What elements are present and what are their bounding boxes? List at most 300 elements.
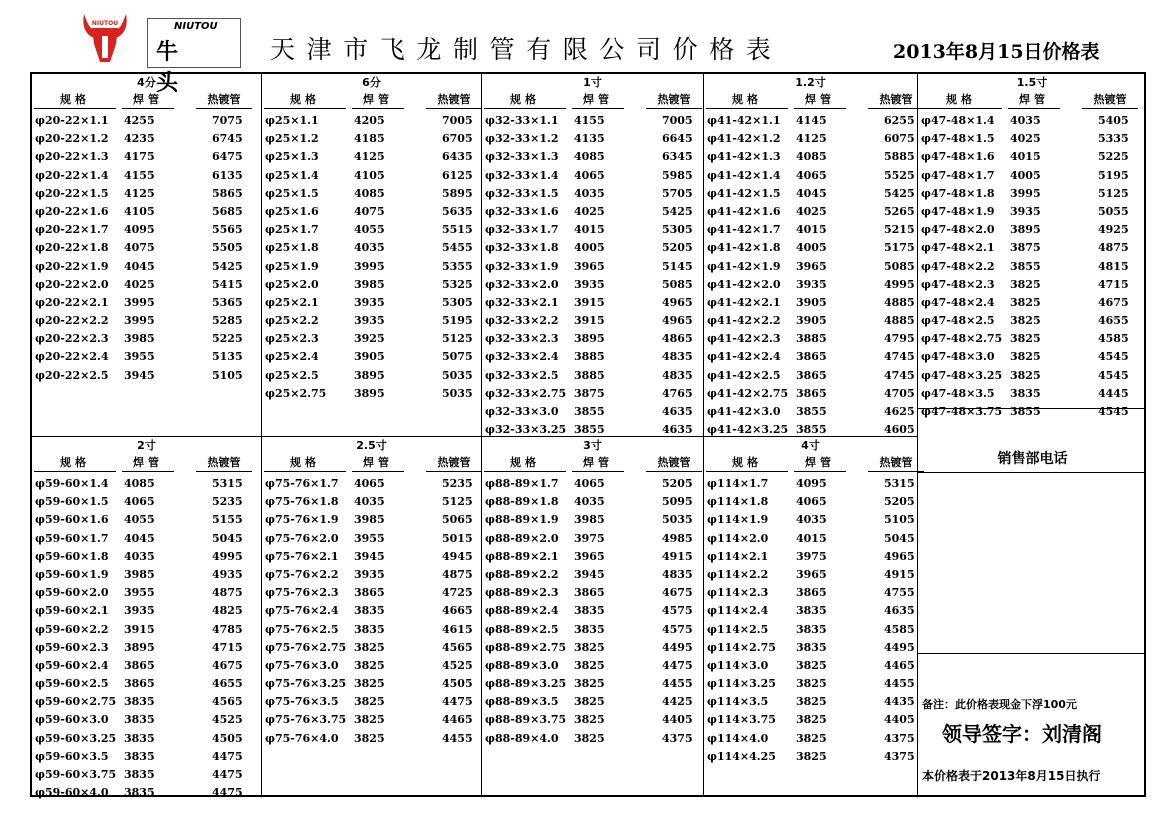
price-sheet: [30, 72, 1146, 800]
galv-price-cell: 4455: [442, 731, 473, 745]
spec-cell: φ114×1.7: [707, 477, 769, 490]
weld-price-cell: 3865: [796, 368, 827, 382]
weld-price-cell: 3835: [124, 749, 155, 763]
table-row: [262, 114, 481, 132]
table-row: [262, 586, 481, 604]
col-galv: 热镀管: [196, 91, 252, 109]
galv-price-cell: 4995: [884, 277, 915, 291]
spec-cell: φ32-33×2.75: [485, 386, 567, 400]
spec-cell: φ20-22×1.8: [35, 241, 109, 255]
table-row: [32, 732, 261, 750]
table-row: [482, 260, 703, 278]
table-row: [918, 241, 1146, 259]
weld-price-cell: 3995: [354, 259, 385, 273]
weld-price-cell: 3835: [124, 695, 155, 709]
section-3cun: [482, 437, 703, 795]
weld-price-cell: 4005: [574, 241, 605, 255]
galv-price-cell: 5085: [884, 259, 915, 273]
spec-cell: φ88-89×1.9: [485, 513, 559, 527]
spec-cell: φ75-76×2.4: [265, 604, 339, 618]
price-rows: [32, 114, 261, 387]
weld-price-cell: 4125: [124, 186, 155, 200]
spec-cell: φ25×2.4: [265, 350, 319, 364]
galv-price-cell: 4405: [662, 713, 693, 727]
weld-price-cell: 4125: [354, 150, 385, 164]
spec-cell: φ20-22×1.2: [35, 132, 109, 146]
galv-price-cell: 5895: [442, 186, 473, 200]
galv-price-cell: 5065: [442, 513, 473, 527]
table-row: [918, 169, 1146, 187]
galv-price-cell: 4435: [884, 695, 915, 709]
table-row: [482, 296, 703, 314]
weld-price-cell: 3915: [574, 295, 605, 309]
table-row: [704, 114, 917, 132]
spec-cell: φ41-42×2.4: [707, 350, 781, 364]
galv-price-cell: 6135: [212, 168, 243, 182]
spec-cell: φ32-33×3.25: [485, 423, 567, 437]
weld-price-cell: 3835: [124, 768, 155, 781]
spec-cell: φ47-48×3.0: [921, 350, 995, 364]
weld-price-cell: 3865: [796, 386, 827, 400]
spec-cell: φ20-22×1.1: [35, 114, 109, 127]
galv-price-cell: 5175: [884, 241, 915, 255]
weld-price-cell: 3835: [796, 622, 827, 636]
col-galv: 热镀管: [426, 454, 482, 472]
table-row: [482, 659, 703, 677]
table-row: [482, 550, 703, 568]
weld-price-cell: 3975: [796, 549, 827, 563]
table-row: [918, 405, 1146, 423]
weld-price-cell: 4235: [124, 132, 155, 146]
spec-cell: φ75-76×3.25: [265, 677, 347, 691]
table-row: [482, 568, 703, 586]
spec-cell: φ88-89×2.2: [485, 567, 559, 581]
weld-price-cell: 3955: [124, 350, 155, 364]
table-row: [262, 477, 481, 495]
table-row: [704, 241, 917, 259]
table-row: [482, 278, 703, 296]
table-row: [32, 477, 261, 495]
weld-price-cell: 4045: [124, 531, 155, 545]
table-row: [704, 405, 917, 423]
weld-price-cell: 4005: [796, 241, 827, 255]
spec-cell: φ59-60×3.0: [35, 713, 109, 727]
galv-price-cell: 4965: [662, 314, 693, 328]
col-weld: 焊管: [794, 91, 846, 109]
table-row: [262, 659, 481, 677]
table-row: [32, 750, 261, 768]
spec-cell: φ32-33×1.1: [485, 114, 559, 127]
weld-price-cell: 4025: [124, 277, 155, 291]
table-row: [262, 513, 481, 531]
spec-cell: φ20-22×1.3: [35, 150, 109, 164]
table-row: [482, 314, 703, 332]
spec-cell: φ75-76×1.7: [265, 477, 339, 490]
spec-cell: φ88-89×2.5: [485, 622, 559, 636]
weld-price-cell: 4025: [796, 204, 827, 218]
spec-cell: φ25×1.1: [265, 114, 319, 127]
spec-cell: φ59-60×2.75: [35, 695, 117, 709]
galv-price-cell: 5335: [1098, 132, 1129, 146]
weld-price-cell: 3855: [574, 423, 605, 437]
galv-price-cell: 5425: [662, 204, 693, 218]
spec-cell: φ32-33×2.0: [485, 277, 559, 291]
col-galv: 热镀管: [868, 91, 924, 109]
weld-price-cell: 4255: [124, 114, 155, 127]
table-row: [482, 641, 703, 659]
weld-price-cell: 3865: [574, 586, 605, 600]
spec-cell: φ75-76×2.0: [265, 531, 339, 545]
spec-cell: φ59-60×1.4: [35, 477, 109, 490]
spec-cell: φ114×1.9: [707, 513, 769, 527]
weld-price-cell: 4085: [354, 186, 385, 200]
spec-cell: φ59-60×2.0: [35, 586, 109, 600]
galv-price-cell: 7075: [212, 114, 243, 127]
spec-cell: φ114×2.75: [707, 640, 776, 654]
weld-price-cell: 4065: [796, 495, 827, 509]
weld-price-cell: 3825: [796, 749, 827, 763]
table-row: [32, 223, 261, 241]
spec-cell: φ47-48×2.5: [921, 314, 995, 328]
price-rows: [918, 114, 1146, 423]
table-row: [262, 695, 481, 713]
spec-cell: φ59-60×1.7: [35, 531, 109, 545]
table-row: [704, 187, 917, 205]
weld-price-cell: 4015: [1010, 150, 1041, 164]
spec-cell: φ47-48×3.5: [921, 386, 995, 400]
galv-price-cell: 5215: [884, 223, 915, 237]
weld-price-cell: 3825: [1010, 350, 1041, 364]
galv-price-cell: 5565: [212, 223, 243, 237]
galv-price-cell: 4525: [442, 658, 473, 672]
galv-price-cell: 5425: [212, 259, 243, 273]
galv-price-cell: 4715: [212, 640, 243, 654]
col-weld: 焊管: [122, 454, 174, 472]
weld-price-cell: 3855: [796, 423, 827, 437]
spec-cell: φ41-42×1.8: [707, 241, 781, 255]
galv-price-cell: 5265: [884, 204, 915, 218]
price-rows: [704, 477, 917, 768]
weld-price-cell: 4065: [574, 477, 605, 490]
spec-cell: φ32-33×2.5: [485, 368, 559, 382]
table-row: [262, 677, 481, 695]
weld-price-cell: 3905: [796, 295, 827, 309]
table-row: [704, 223, 917, 241]
weld-price-cell: 3825: [1010, 332, 1041, 346]
spec-cell: φ25×2.1: [265, 295, 319, 309]
weld-price-cell: 3925: [354, 332, 385, 346]
table-row: [704, 586, 917, 604]
spec-cell: φ32-33×1.7: [485, 223, 559, 237]
table-row: [704, 495, 917, 513]
galv-price-cell: 5105: [884, 513, 915, 527]
spec-cell: φ25×1.3: [265, 150, 319, 164]
galv-price-cell: 5125: [1098, 186, 1129, 200]
table-row: [32, 350, 261, 368]
galv-price-cell: 5045: [884, 531, 915, 545]
galv-price-cell: 4875: [212, 586, 243, 600]
weld-price-cell: 3945: [574, 567, 605, 581]
table-row: [32, 260, 261, 278]
galv-price-cell: 6345: [662, 150, 693, 164]
weld-price-cell: 4155: [124, 168, 155, 182]
spec-cell: φ88-89×2.3: [485, 586, 559, 600]
weld-price-cell: 4035: [124, 549, 155, 563]
weld-price-cell: 4065: [124, 495, 155, 509]
weld-price-cell: 3935: [354, 567, 385, 581]
table-row: [32, 513, 261, 531]
table-row: [32, 187, 261, 205]
table-row: [482, 350, 703, 368]
spec-cell: φ41-42×1.6: [707, 204, 781, 218]
section-2cun: [32, 437, 261, 800]
weld-price-cell: 4015: [574, 223, 605, 237]
spec-cell: φ41-42×1.2: [707, 132, 781, 146]
table-row: [482, 132, 703, 150]
galv-price-cell: 4875: [442, 567, 473, 581]
spec-cell: φ114×2.0: [707, 531, 769, 545]
weld-price-cell: 4075: [124, 241, 155, 255]
table-row: [704, 205, 917, 223]
spec-cell: φ25×1.9: [265, 259, 319, 273]
table-row: [704, 513, 917, 531]
table-row: [482, 677, 703, 695]
company-title: 天津市飞龙制管有限公司价格表: [270, 35, 783, 64]
brand-chinese: 牛 头: [156, 40, 205, 96]
spec-cell: φ32-33×2.4: [485, 350, 559, 364]
spec-cell: φ41-42×1.3: [707, 150, 781, 164]
spec-cell: φ41-42×1.7: [707, 223, 781, 237]
weld-price-cell: 3825: [796, 731, 827, 745]
galv-price-cell: 5095: [662, 495, 693, 509]
spec-cell: φ32-33×1.3: [485, 150, 559, 164]
galv-price-cell: 4575: [662, 604, 693, 618]
col-galv: 热镀管: [196, 454, 252, 472]
galv-price-cell: 4495: [662, 640, 693, 654]
table-row: [918, 187, 1146, 205]
spec-cell: φ20-22×2.3: [35, 332, 109, 346]
table-row: [262, 350, 481, 368]
galv-price-cell: 5055: [1098, 204, 1129, 218]
col-spec: 规格: [706, 91, 788, 109]
weld-price-cell: 3835: [354, 622, 385, 636]
table-row: [918, 296, 1146, 314]
table-row: [918, 150, 1146, 168]
galv-price-cell: 5635: [442, 204, 473, 218]
table-row: [482, 332, 703, 350]
table-row: [918, 278, 1146, 296]
galv-price-cell: 4545: [1098, 350, 1129, 364]
weld-price-cell: 3825: [354, 677, 385, 691]
galv-price-cell: 4755: [884, 586, 915, 600]
weld-price-cell: 3825: [796, 658, 827, 672]
divider: [917, 472, 1146, 473]
table-row: [918, 314, 1146, 332]
weld-price-cell: 3955: [354, 531, 385, 545]
galv-price-cell: 5225: [212, 332, 243, 346]
section-1-5cun: [918, 74, 1146, 418]
section-title: 1.5寸: [1016, 76, 1048, 89]
galv-price-cell: 5235: [442, 477, 473, 490]
galv-price-cell: 4655: [1098, 314, 1129, 328]
spec-cell: φ47-48×2.0: [921, 223, 995, 237]
spec-cell: φ20-22×2.2: [35, 314, 109, 328]
col-weld: 焊管: [352, 454, 404, 472]
weld-price-cell: 4125: [796, 132, 827, 146]
spec-cell: φ32-33×3.0: [485, 405, 559, 418]
weld-price-cell: 3885: [574, 368, 605, 382]
galv-price-cell: 5425: [884, 186, 915, 200]
weld-price-cell: 3825: [796, 695, 827, 709]
spec-cell: φ41-42×1.5: [707, 186, 781, 200]
table-row: [482, 477, 703, 495]
weld-price-cell: 3935: [124, 604, 155, 618]
table-row: [262, 604, 481, 622]
table-row: [704, 350, 917, 368]
weld-price-cell: 4205: [354, 114, 385, 127]
table-row: [704, 568, 917, 586]
spec-cell: φ59-60×2.2: [35, 622, 109, 636]
weld-price-cell: 4185: [354, 132, 385, 146]
weld-price-cell: 4075: [354, 204, 385, 218]
price-rows: [704, 114, 917, 441]
weld-price-cell: 4035: [796, 513, 827, 527]
weld-price-cell: 3835: [574, 622, 605, 636]
weld-price-cell: 4105: [354, 168, 385, 182]
galv-price-cell: 5235: [212, 495, 243, 509]
galv-price-cell: 4915: [662, 549, 693, 563]
spec-cell: φ20-22×1.5: [35, 186, 109, 200]
spec-cell: φ32-33×1.9: [485, 259, 559, 273]
galv-price-cell: 4635: [662, 423, 693, 437]
spec-cell: φ47-48×2.1: [921, 241, 995, 255]
galv-price-cell: 5145: [662, 259, 693, 273]
weld-price-cell: 3875: [1010, 241, 1041, 255]
weld-price-cell: 3905: [796, 314, 827, 328]
weld-price-cell: 3855: [1010, 405, 1041, 418]
table-row: [262, 241, 481, 259]
section-1cun: [482, 74, 703, 436]
weld-price-cell: 3955: [124, 586, 155, 600]
spec-cell: φ114×2.4: [707, 604, 769, 618]
galv-price-cell: 5205: [884, 495, 915, 509]
table-row: [482, 695, 703, 713]
galv-price-cell: 4585: [1098, 332, 1129, 346]
table-row: [262, 187, 481, 205]
spec-cell: φ59-60×2.4: [35, 658, 109, 672]
galv-price-cell: 4615: [442, 622, 473, 636]
weld-price-cell: 3825: [354, 658, 385, 672]
weld-price-cell: 4005: [1010, 168, 1041, 182]
spec-cell: φ75-76×1.8: [265, 495, 339, 509]
section-title: 1寸: [583, 76, 602, 89]
spec-cell: φ75-76×3.0: [265, 658, 339, 672]
weld-price-cell: 3835: [124, 731, 155, 745]
date-title: 2013年8月15日价格表: [893, 41, 1100, 63]
section-title: 3寸: [583, 439, 602, 452]
table-row: [918, 369, 1146, 387]
spec-cell: φ75-76×1.9: [265, 513, 339, 527]
remark-note: 备注：此价格表现金下浮100元: [922, 698, 1077, 711]
weld-price-cell: 4025: [574, 204, 605, 218]
table-row: [32, 713, 261, 731]
galv-price-cell: 4635: [662, 405, 693, 418]
weld-price-cell: 3825: [796, 713, 827, 727]
galv-price-cell: 4995: [212, 549, 243, 563]
weld-price-cell: 4085: [124, 477, 155, 490]
weld-price-cell: 4095: [796, 477, 827, 490]
galv-price-cell: 4655: [212, 677, 243, 691]
weld-price-cell: 4085: [574, 150, 605, 164]
weld-price-cell: 3885: [574, 350, 605, 364]
galv-price-cell: 4505: [442, 677, 473, 691]
table-row: [704, 695, 917, 713]
galv-price-cell: 6645: [662, 132, 693, 146]
galv-price-cell: 4455: [884, 677, 915, 691]
table-row: [32, 369, 261, 387]
galv-price-cell: 4765: [662, 386, 693, 400]
section-4fen: [32, 74, 261, 436]
galv-price-cell: 4445: [1098, 386, 1129, 400]
table-row: [704, 659, 917, 677]
col-spec: 规格: [484, 454, 566, 472]
spec-cell: φ20-22×1.6: [35, 204, 109, 218]
galv-price-cell: 6745: [212, 132, 243, 146]
table-row: [704, 550, 917, 568]
galv-price-cell: 4675: [212, 658, 243, 672]
table-row: [704, 477, 917, 495]
spec-cell: φ41-42×2.5: [707, 368, 781, 382]
spec-cell: φ88-89×3.0: [485, 658, 559, 672]
weld-price-cell: 4015: [796, 223, 827, 237]
table-row: [482, 187, 703, 205]
weld-price-cell: 3995: [1010, 186, 1041, 200]
spec-cell: φ59-60×2.5: [35, 677, 109, 691]
spec-cell: φ41-42×2.3: [707, 332, 781, 346]
table-row: [262, 278, 481, 296]
col-spec: 规格: [484, 91, 566, 109]
table-row: [262, 296, 481, 314]
galv-price-cell: 4465: [442, 713, 473, 727]
spec-cell: φ88-89×1.7: [485, 477, 559, 490]
table-row: [704, 278, 917, 296]
col-weld: 焊管: [794, 454, 846, 472]
spec-cell: φ75-76×3.5: [265, 695, 339, 709]
weld-price-cell: 3915: [124, 622, 155, 636]
galv-price-cell: 5865: [212, 186, 243, 200]
galv-price-cell: 5325: [442, 277, 473, 291]
weld-price-cell: 3825: [354, 713, 385, 727]
weld-price-cell: 3825: [574, 640, 605, 654]
table-row: [704, 150, 917, 168]
spec-cell: φ41-42×3.0: [707, 405, 781, 418]
galv-price-cell: 4545: [1098, 405, 1129, 418]
spec-cell: φ41-42×1.1: [707, 114, 781, 127]
col-spec: 规格: [34, 91, 116, 109]
spec-cell: φ47-48×1.5: [921, 132, 995, 146]
galv-price-cell: 4525: [212, 713, 243, 727]
weld-price-cell: 4065: [796, 168, 827, 182]
price-rows: [482, 114, 703, 441]
col-galv: 热镀管: [646, 454, 702, 472]
table-row: [32, 495, 261, 513]
weld-price-cell: 3825: [1010, 277, 1041, 291]
galv-price-cell: 5225: [1098, 150, 1129, 164]
table-row: [262, 732, 481, 750]
spec-cell: φ47-48×1.7: [921, 168, 995, 182]
spec-cell: φ25×1.2: [265, 132, 319, 146]
weld-price-cell: 3825: [574, 677, 605, 691]
